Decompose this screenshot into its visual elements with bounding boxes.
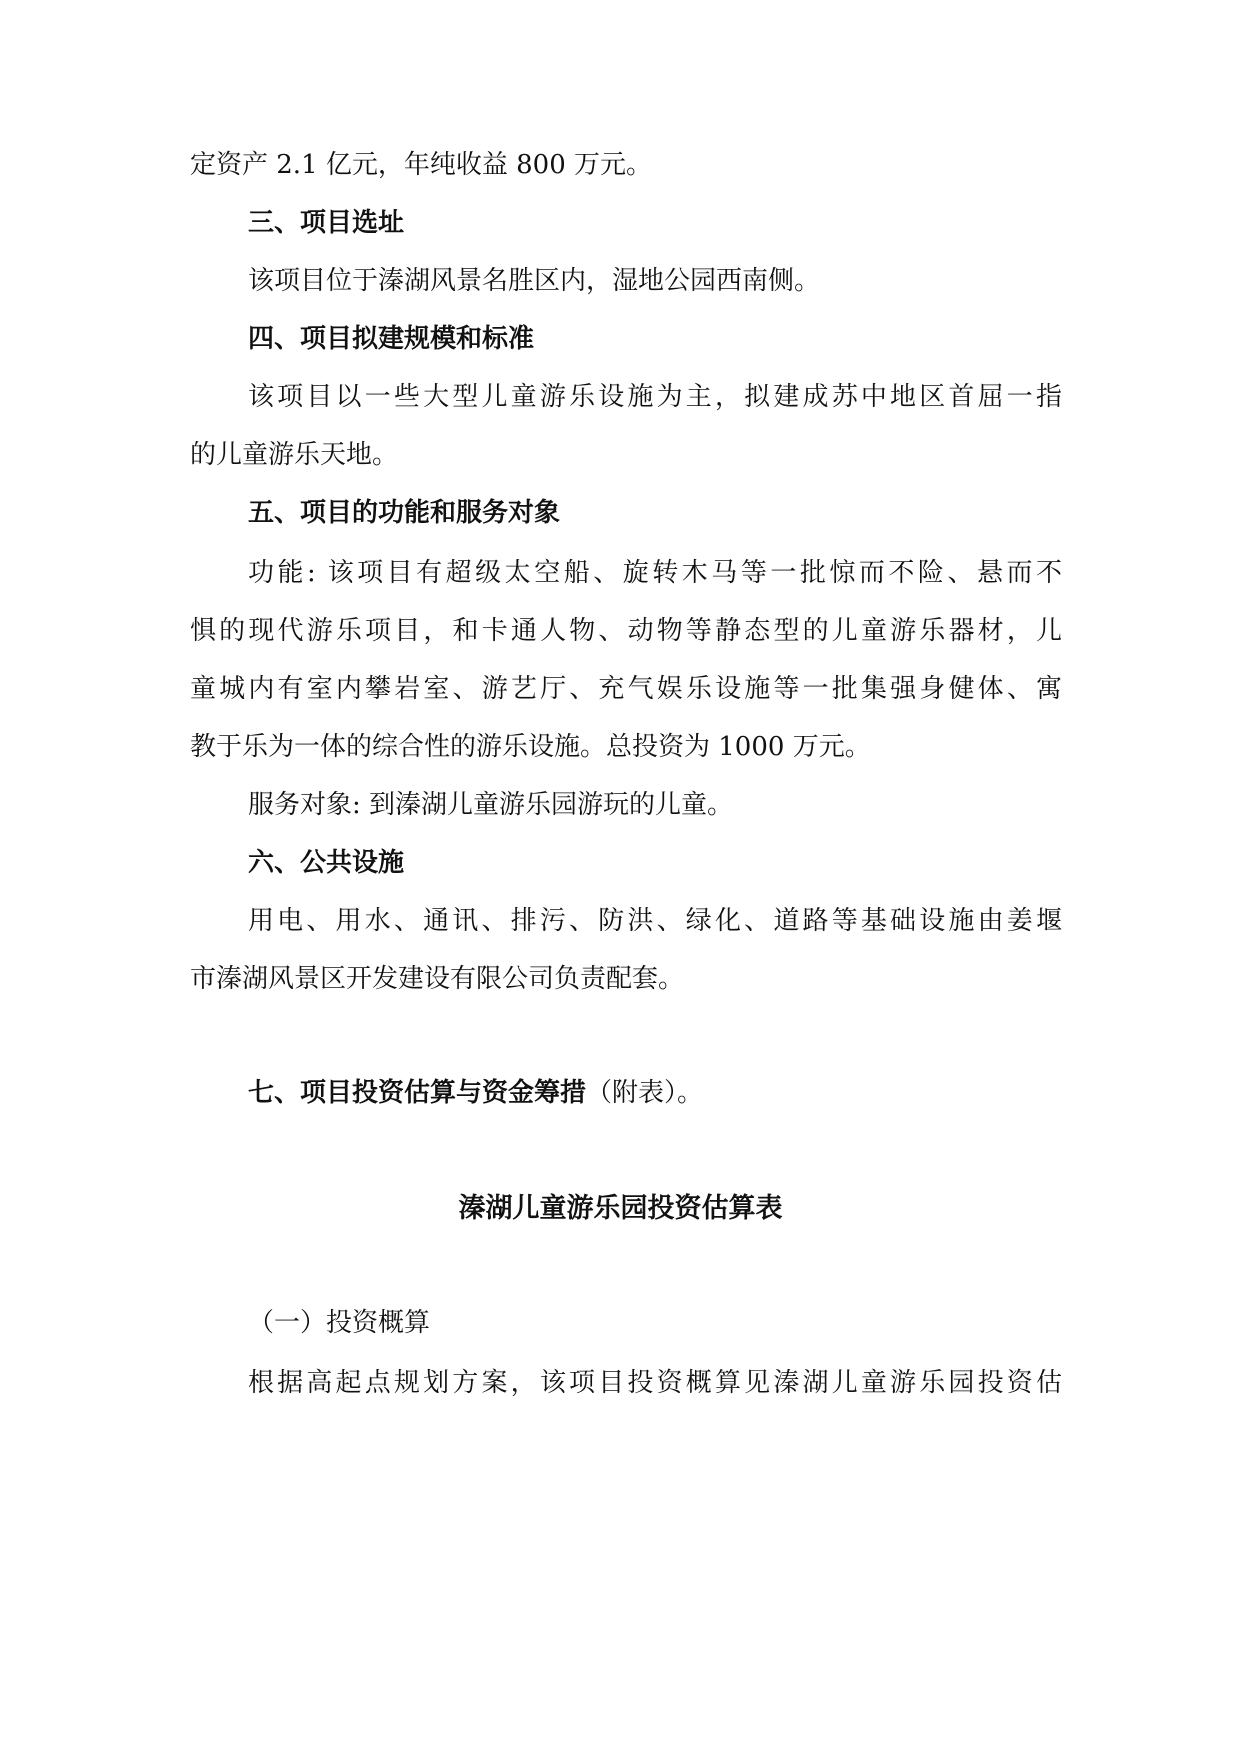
paragraph-line: 根据高起点规划方案，该项目投资概算见溱湖儿童游乐园投资估 [248, 1368, 1062, 1398]
paragraph-line: 的儿童游乐天地。 [190, 440, 399, 470]
paragraph-line: 用电、用水、通讯、排污、防洪、绿化、道路等基础设施由姜堰 [248, 906, 1062, 936]
subsection-heading: （一）投资概算 [248, 1308, 431, 1338]
paragraph-line: 该项目以一些大型儿童游乐设施为主，拟建成苏中地区首屈一指 [248, 382, 1062, 412]
section-heading-function: 五、项目的功能和服务对象 [248, 498, 561, 528]
section-heading-investment-row [248, 1076, 1062, 1110]
section-heading-site: 三、项目选址 [248, 208, 405, 238]
paragraph-line: 教于乐为一体的综合性的游乐设施。总投资为 1000 万元。 [190, 732, 871, 762]
paragraph-line: 功能: 该项目有超级太空船、旋转木马等一批惊而不险、悬而不 [248, 558, 1062, 588]
paragraph-line: 该项目位于溱湖风景名胜区内，湿地公园西南侧。 [248, 266, 821, 296]
paragraph-line: 惧的现代游乐项目，和卡通人物、动物等静态型的儿童游乐器材，儿 [190, 616, 1062, 646]
section-heading-facilities: 六、公共设施 [248, 848, 405, 878]
paragraph-line: 服务对象: 到溱湖儿童游乐园游玩的儿童。 [248, 790, 734, 820]
paragraph-line: 市溱湖风景区开发建设有限公司负责配套。 [190, 964, 685, 994]
section-heading-scale: 四、项目拟建规模和标准 [248, 324, 535, 354]
heading-suffix: （附表）。 [586, 1078, 704, 1108]
paragraph-line: 童城内有室内攀岩室、游艺厅、充气娱乐设施等一批集强身健体、寓 [190, 674, 1062, 704]
section-heading-investment: 七、项目投资估算与资金筹措 [248, 1078, 587, 1108]
table-title: 溱湖儿童游乐园投资估算表 [458, 1193, 783, 1224]
paragraph-line: 定资产 2.1 亿元，年纯收益 800 万元。 [190, 150, 653, 180]
